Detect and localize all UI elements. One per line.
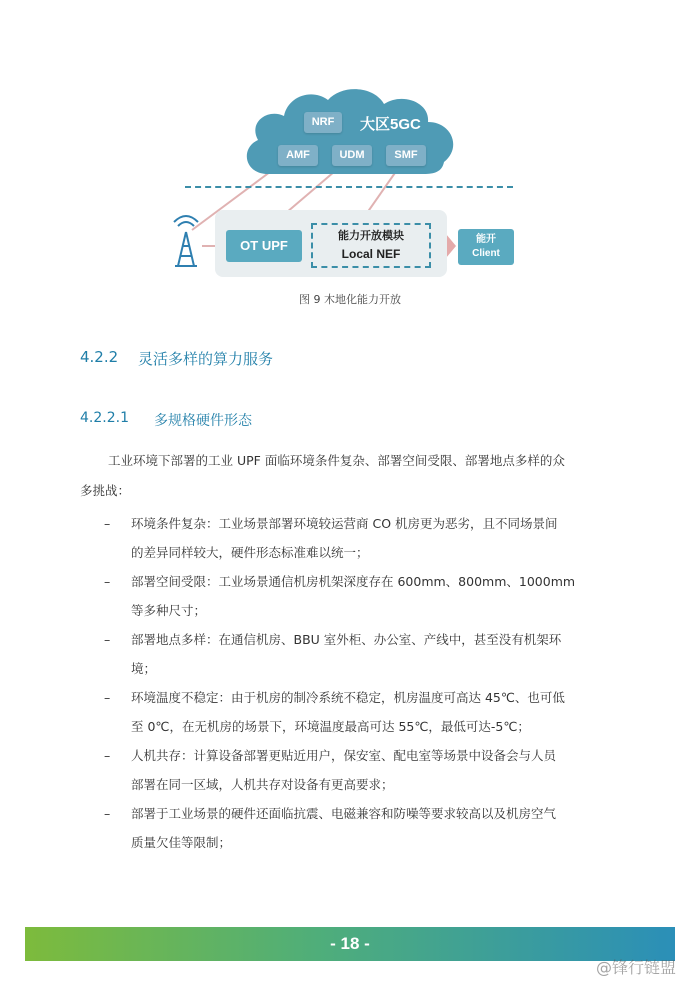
bullet-text [131, 567, 621, 625]
intro-line-1: 工业环境下部署的工业 UPF 面临环境条件复杂、部署空间受限、部署地点多样的众 [108, 453, 565, 468]
subsection-number: 4.2.2.1 [80, 410, 129, 426]
client-line1: 能开 [476, 234, 496, 245]
client-box [458, 229, 514, 265]
nef-title: 能力开放模块 [338, 230, 404, 242]
intro-paragraph [80, 446, 620, 506]
bullet-line-1: 部署于工业场景的硬件还面临抗震、电磁兼容和防噪等要求较高以及机房空气 [131, 806, 557, 821]
nrf-tag: NRF [304, 112, 342, 133]
bullet-dash: – [104, 690, 111, 705]
udm-tag: UDM [332, 145, 372, 166]
cloud-shape [238, 82, 464, 182]
client-line2: Client [472, 248, 500, 259]
bullet-dash: – [104, 516, 111, 531]
subsection-title: 多规格硬件形态 [154, 413, 252, 429]
bullet-line-1: 环境条件复杂：工业场景部署环境较运营商 CO 机房更为恶劣，且不同场景间 [131, 516, 558, 531]
cloud-5gc [238, 82, 464, 182]
cloud-title: 大区5GC [360, 116, 421, 133]
bullet-text [131, 799, 621, 857]
page-number: - 18 - [330, 934, 370, 953]
amf-tag: AMF [278, 145, 318, 166]
bullet-dash: – [104, 806, 111, 821]
section-title: 灵活多样的算力服务 [138, 350, 274, 368]
bullet-dash: – [104, 748, 111, 763]
smf-tag: SMF [386, 145, 426, 166]
nef-subtitle: Local NEF [341, 247, 401, 261]
boundary-dash-line [185, 186, 513, 188]
bullet-line-2: 至 0℃，在无机房的场景下，环境温度最高可达 55℃，最低可达-5℃； [131, 719, 530, 734]
section-number: 4.2.2 [80, 348, 119, 366]
footer-bar [25, 927, 675, 961]
ot-upf-box: OT UPF [226, 230, 302, 262]
local-nef-box [311, 223, 431, 268]
bullet-text [131, 741, 621, 799]
antenna-tower-icon [174, 216, 198, 266]
bullet-line-1: 部署地点多样：在通信机房、BBU 室外柜、办公室、产线中，甚至没有机架环 [131, 632, 562, 647]
bullet-line-2: 等多种尺寸； [131, 603, 207, 618]
bullet-line-2: 的差异同样较大，硬件形态标准难以统一； [131, 545, 369, 560]
bullet-text [131, 683, 621, 741]
bullet-line-1: 人机共存：计算设备部署更贴近用户，保安室、配电室等场景中设备会与人员 [131, 748, 557, 763]
bullet-line-1: 环境温度不稳定：由于机房的制冷系统不稳定，机房温度可高达 45℃、也可低 [131, 690, 565, 705]
intro-line-2: 多挑战： [80, 483, 131, 498]
figure-caption: 图 9 木地化能力开放 [299, 293, 401, 306]
bullet-text [131, 509, 621, 567]
bullet-line-1: 部署空间受限：工业场景通信机房机架深度存在 600mm、800mm、1000mm [131, 574, 576, 589]
bullet-line-2: 境； [131, 661, 157, 676]
bullet-line-2: 质量欠佳等限制； [131, 835, 232, 850]
watermark: @锋行链盟 [596, 958, 677, 977]
bullet-line-2: 部署在同一区域，人机共存对设备有更高要求； [131, 777, 394, 792]
bullet-text [131, 625, 621, 683]
bullet-dash: – [104, 574, 111, 589]
bullet-dash: – [104, 632, 111, 647]
